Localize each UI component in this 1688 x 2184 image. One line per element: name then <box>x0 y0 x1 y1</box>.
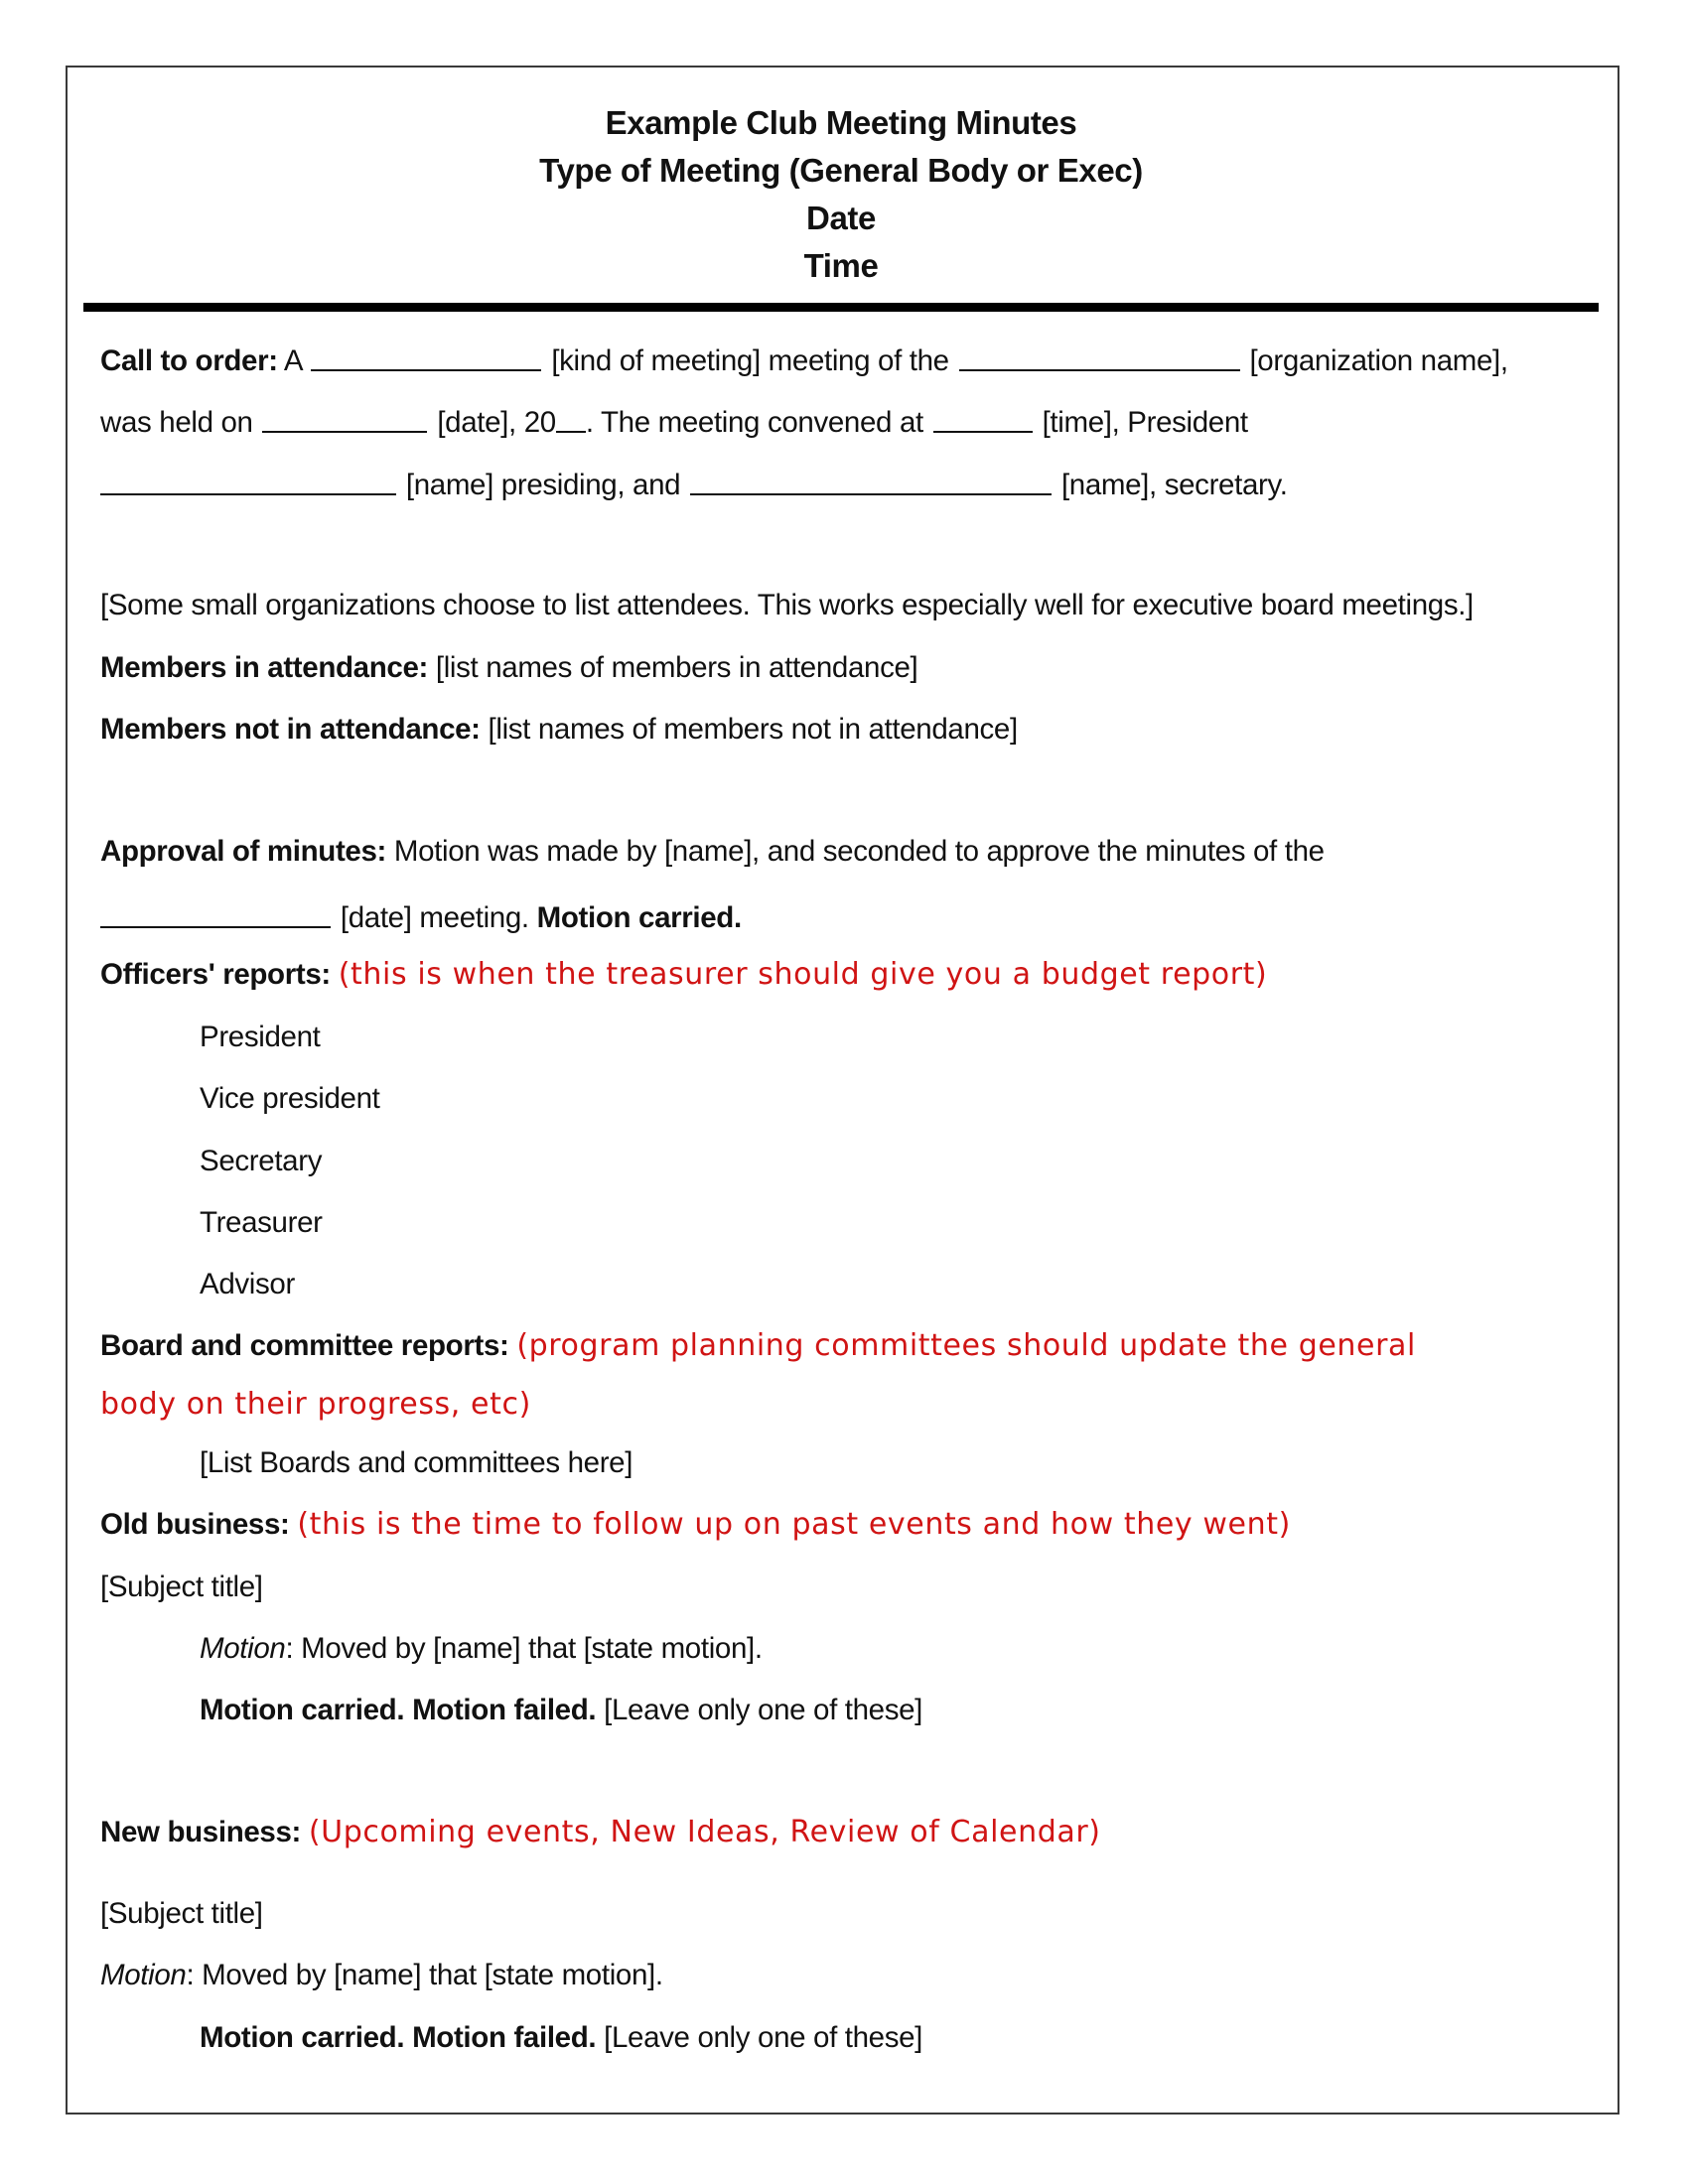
officers-reports <box>100 955 1267 995</box>
document-title: Example Club Meeting Minutes <box>605 104 1077 141</box>
motion-text: : Moved by [name] that [state motion]. <box>285 1632 763 1665</box>
board-committee-reports <box>100 1326 1416 1366</box>
blank-time[interactable] <box>933 401 1033 433</box>
approval-label: Approval of minutes: <box>100 835 387 868</box>
officer-item-treasurer: Treasurer <box>200 1206 323 1239</box>
motion-text: : Moved by [name] that [state motion]. <box>186 1959 663 1991</box>
text: [kind of meeting] meeting of the <box>551 344 949 377</box>
text: [name] presiding, and <box>405 469 681 501</box>
board-list-placeholder: [List Boards and committees here] <box>200 1446 633 1479</box>
blank-date[interactable] <box>262 401 427 433</box>
new-business-motion-result <box>200 2018 922 2058</box>
call-to-order-line-2 <box>100 400 1248 440</box>
text: [organization name], <box>1249 344 1508 377</box>
old-business-label: Old business: <box>100 1508 290 1541</box>
board-reports-note-2: body on their progress, etc) <box>100 1387 531 1422</box>
board-reports-note-1: (program planning committees should update the general <box>516 1328 1416 1363</box>
document-header <box>83 99 1599 290</box>
approval-of-minutes <box>100 832 1325 872</box>
text: . The meeting convened at <box>585 406 923 439</box>
old-business-subject: [Subject title] <box>100 1570 263 1603</box>
call-to-order-label: Call to order: <box>100 344 278 377</box>
blank-organization-name[interactable] <box>959 340 1240 371</box>
new-business-label: New business: <box>100 1816 302 1848</box>
blank-secretary-name[interactable] <box>690 464 1052 495</box>
text: was held on <box>100 406 253 439</box>
call-to-order-line-1 <box>100 339 1508 378</box>
officer-item-secretary: Secretary <box>200 1145 323 1177</box>
approval-line-2 <box>100 895 742 935</box>
old-business-motion-result <box>200 1691 922 1730</box>
new-business <box>100 1813 1101 1852</box>
old-business <box>100 1505 1291 1545</box>
members-in-attendance-value: [list names of members in attendance] <box>435 651 918 684</box>
text: A <box>283 344 302 377</box>
blank-kind-of-meeting[interactable] <box>311 340 541 371</box>
motion-carried: Motion carried. <box>200 1694 405 1726</box>
blank-previous-meeting-date[interactable] <box>100 896 331 928</box>
motion-instruction: [Leave only one of these] <box>604 2021 923 2054</box>
attendance-note: [Some small organizations choose to list attendees. This works especially well for executive board meetings.] <box>100 589 1474 621</box>
members-not-in-attendance-label: Members not in attendance: <box>100 713 481 746</box>
members-in-attendance-label: Members in attendance: <box>100 651 428 684</box>
officer-item-vice-president: Vice president <box>200 1082 380 1115</box>
text: [date], 20 <box>437 406 556 439</box>
meeting-type: Type of Meeting (General Body or Exec) <box>539 152 1143 189</box>
motion-carried: Motion carried. <box>200 2021 405 2054</box>
motion-instruction: [Leave only one of these] <box>604 1694 923 1726</box>
blank-president-name[interactable] <box>100 464 396 495</box>
officers-reports-label: Officers' reports: <box>100 958 331 991</box>
text: [name], secretary. <box>1060 469 1288 501</box>
call-to-order-line-3 <box>100 463 1288 502</box>
old-business-note: (this is the time to follow up on past events and how they went) <box>297 1507 1291 1542</box>
new-business-motion <box>100 1956 663 1995</box>
officer-item-advisor: Advisor <box>200 1268 295 1300</box>
text: [time], President <box>1042 406 1248 439</box>
motion-label: Motion <box>100 1959 187 1991</box>
board-reports-note-line-2 <box>100 1385 531 1425</box>
old-business-motion <box>200 1629 763 1669</box>
motion-failed: Motion failed. <box>412 1694 597 1726</box>
blank-year[interactable] <box>556 401 586 433</box>
members-in-attendance <box>100 648 917 688</box>
officer-item-president: President <box>200 1021 321 1053</box>
new-business-note: (Upcoming events, New Ideas, Review of Calendar) <box>308 1815 1101 1849</box>
new-business-subject: [Subject title] <box>100 1897 263 1930</box>
motion-label: Motion <box>200 1632 286 1665</box>
approval-result: Motion carried. <box>536 901 742 934</box>
motion-failed: Motion failed. <box>412 2021 597 2054</box>
text: [date] meeting. <box>340 901 529 934</box>
header-divider <box>83 303 1599 312</box>
meeting-time: Time <box>803 247 879 284</box>
members-not-in-attendance <box>100 710 1018 750</box>
meeting-date: Date <box>806 200 876 236</box>
board-reports-label: Board and committee reports: <box>100 1329 509 1362</box>
members-not-in-attendance-value: [list names of members not in attendance] <box>488 713 1018 746</box>
officers-reports-note: (this is when the treasurer should give you a budget report) <box>338 957 1268 992</box>
approval-text: Motion was made by [name], and seconded to approve the minutes of the <box>393 835 1325 868</box>
